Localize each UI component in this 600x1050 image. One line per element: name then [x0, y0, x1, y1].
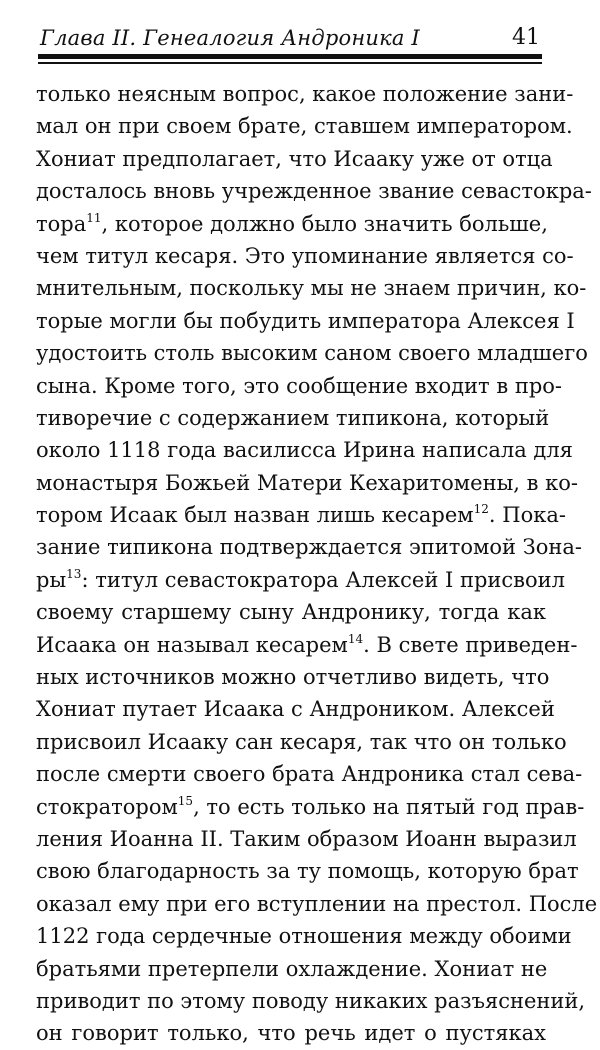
text-line-main: ных источников можно отчетливо видеть, что: [36, 665, 550, 690]
text-line-main: он говорит только, что речь идет о пустяках: [36, 1021, 546, 1046]
text-line: [36, 888, 598, 920]
text-line: [36, 370, 563, 402]
text-line-main: свою благодарность за ту помощь, которую брат: [36, 859, 579, 884]
text-line: [36, 208, 546, 240]
text-line: [36, 272, 587, 304]
text-line: [36, 434, 573, 466]
text-line-main: торые могли бы побудить императора Алексея I: [36, 308, 575, 333]
body-text: [36, 78, 598, 1050]
text-line: [36, 953, 546, 985]
text-line-main: оказал ему при его вступлении на престол. После: [36, 891, 598, 916]
text-line: [36, 693, 555, 725]
text-line: [36, 175, 592, 207]
text-line-continuation: : титул севастократора Алексей I присвоил: [81, 567, 565, 592]
text-line: [36, 1017, 546, 1049]
text-line: [36, 337, 588, 369]
text-line-main: после смерти своего брата Андроника стал сева-: [36, 762, 583, 787]
text-line-main: присвоил Исааку сан кесаря, так что он только: [36, 729, 567, 754]
text-line-main: удостоить столь высоким саном своего младшего: [36, 341, 588, 366]
text-line-main: тора: [36, 211, 87, 236]
text-line-continuation: , то есть только на пятый год прав-: [193, 794, 585, 819]
text-line-main: тором Исаак был назван лишь кесарем: [36, 503, 474, 528]
running-head-title: Глава II. Генеалогия Андроника I: [40, 26, 420, 50]
text-line-main: досталось вновь учрежденное звание севастокра-: [36, 179, 592, 204]
page-number: 41: [512, 25, 540, 50]
header-rule-thick: [38, 54, 542, 59]
text-line: [36, 305, 575, 337]
text-line: [36, 823, 577, 855]
text-line: [36, 629, 578, 661]
text-line-main: Исаака он называл кесарем: [36, 632, 348, 657]
text-line-main: стократором: [36, 794, 178, 819]
text-line: [36, 661, 550, 693]
text-line-continuation: . В свете приведен-: [363, 632, 578, 657]
footnote-marker: 11: [86, 210, 102, 225]
text-line-main: своему старшему сыну Андронику, тогда как: [36, 600, 546, 625]
text-line-continuation: . Пока-: [488, 503, 566, 528]
text-line: [36, 920, 572, 952]
running-header: [40, 20, 540, 50]
text-line-main: Хониат путает Исаака с Андроником. Алексей: [36, 697, 555, 722]
text-line: [36, 402, 550, 434]
text-line: [36, 531, 583, 563]
text-line: [36, 564, 565, 596]
footnote-marker: 12: [473, 502, 489, 517]
text-line-main: Хониат предполагает, что Исааку уже от отца: [36, 146, 553, 171]
text-line-main: братьями претерпели охлаждение. Хониат не: [36, 956, 548, 981]
text-line-main: чем титул кесаря. Это упоминание является со-: [36, 243, 574, 268]
text-line: [36, 110, 573, 142]
text-line-main: тиворечие с содержанием типикона, который: [36, 405, 550, 430]
text-line: [36, 985, 586, 1017]
text-line-main: монастыря Божьей Матери Кехаритомены, в ко-: [36, 470, 578, 495]
text-line-main: сына. Кроме того, это сообщение входит в про-: [36, 373, 563, 398]
text-line: [36, 596, 546, 628]
text-line: [36, 467, 578, 499]
text-line-main: приводит по этому поводу никаких разъяснений,: [36, 988, 586, 1013]
text-line-main: мнительным, поскольку мы не знаем причин, ко-: [36, 276, 587, 301]
text-line: [36, 78, 574, 110]
text-line: [36, 240, 574, 272]
footnote-marker: 13: [66, 566, 82, 581]
text-line-main: ления Иоанна II. Таким образом Иоанн выразил: [36, 826, 577, 851]
text-line-continuation: , которое должно было значить больше,: [101, 211, 548, 236]
footnote-marker: 15: [177, 793, 194, 808]
text-line: [36, 499, 566, 531]
header-rule-thin: [38, 62, 542, 64]
text-line-main: зание типикона подтверждается эпитомой Зона-: [36, 535, 583, 560]
text-line-main: ры: [36, 567, 67, 592]
text-line-main: около 1118 года василисса Ирина написала для: [36, 438, 573, 463]
text-line: [36, 726, 567, 758]
text-line-main: 1122 года сердечные отношения между обоими: [36, 924, 572, 949]
text-line: [36, 791, 585, 823]
text-line-main: мал он при своем брате, ставшем императором.: [36, 114, 573, 139]
text-line-main: только неясным вопрос, какое положение зани-: [36, 82, 574, 106]
text-line: [36, 758, 583, 790]
footnote-marker: 14: [347, 631, 364, 646]
text-line: [36, 143, 553, 175]
